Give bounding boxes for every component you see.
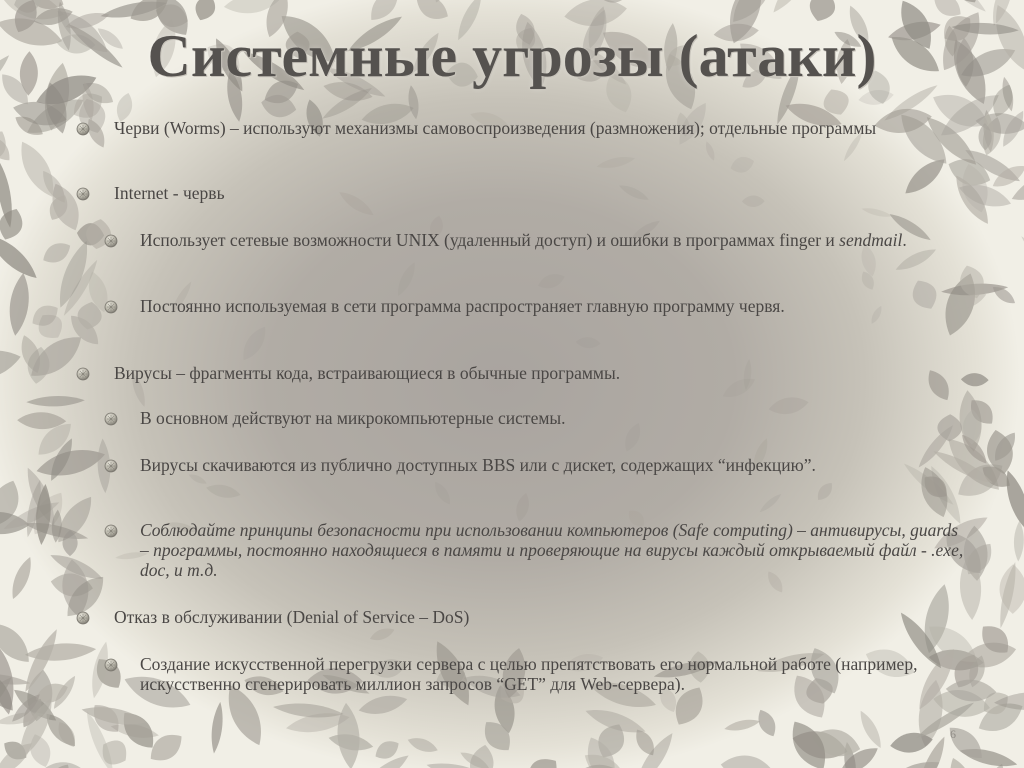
bullet-icon (76, 185, 90, 199)
bullet-text: Использует сетевые возможности UNIX (удаленный доступ) и ошибки в программах finger и (140, 230, 840, 250)
bullet-item (140, 230, 965, 250)
bullet-text: Вирусы скачиваются из публично доступных BBS или с дискет, содержащих “инфекцию”. (140, 455, 816, 475)
bullet-icon (76, 609, 90, 623)
bullet-text: Создание искусственной перегрузки сервера с целью препятствовать его нормальной работе (например, искусственно сгенерировать миллион запросов “GET” для Web-сервера). (140, 654, 918, 694)
bullet-item (114, 118, 914, 138)
bullet-text: Internet - червь (114, 183, 225, 203)
slide-title: Системные угрозы (атаки) (147, 23, 877, 89)
bullet-icon (104, 298, 118, 312)
bullet-icon (104, 522, 118, 536)
bullet-text-tail: . (902, 230, 907, 250)
bullet-item (140, 408, 940, 428)
bullet-text: Вирусы – фрагменты кода, встраивающиеся в обычные программы. (114, 363, 621, 383)
bullet-icon (104, 457, 118, 471)
bullet-item (140, 455, 900, 475)
bullet-item (140, 296, 930, 316)
bullet-item (114, 363, 914, 383)
bullet-icon (104, 410, 118, 424)
page-number: 6 (950, 727, 956, 741)
bullet-text: Отказ в обслуживании (Denial of Service – DoS) (114, 607, 470, 627)
bullet-text: Соблюдайте принципы безопасности при использовании компьютеров (Safe computing) – антивирусы, guards – программы, постоянно находящиеся в памяти и проверяющие на вирусы каждый открываемый файл - .exe, doc, и т.д. (140, 520, 964, 580)
bullet-icon (104, 232, 118, 246)
bullet-icon (76, 365, 90, 379)
bullet-item (114, 183, 914, 203)
bullet-item (140, 520, 965, 580)
bullet-icon (76, 120, 90, 134)
bullet-text: Постоянно используемая в сети программа распространяет главную программу червя. (140, 296, 785, 316)
bullet-icon (104, 656, 118, 670)
bullet-text-emphasis: sendmail (839, 230, 903, 250)
bullet-text: В основном действуют на микрокомпьютерные системы. (140, 408, 566, 428)
bullet-item (114, 607, 914, 627)
bullet-item (140, 654, 975, 694)
bullet-text: Черви (Worms) – используют механизмы самовоспроизведения (размножения); отдельные программы (114, 118, 877, 138)
